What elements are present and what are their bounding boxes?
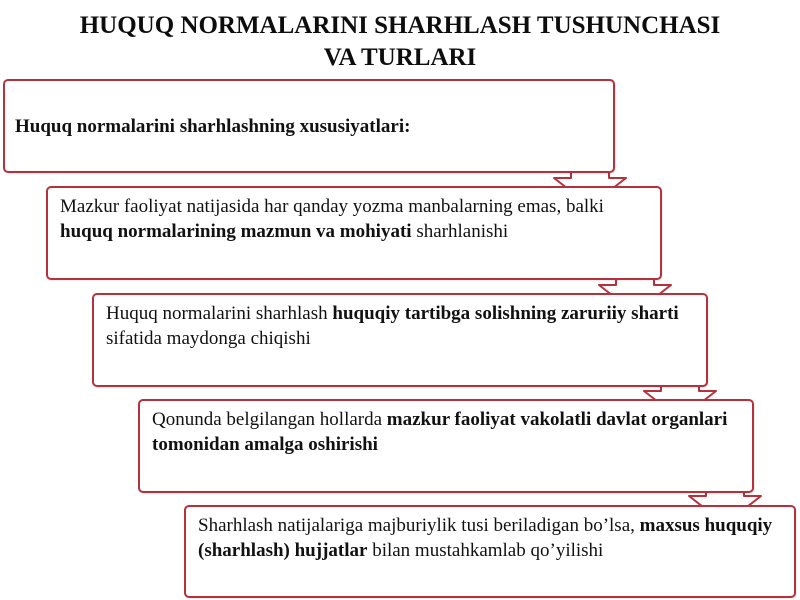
step-text: Mazkur faoliyat natijasida har qanday yozma manbalarning emas, balki — [60, 196, 604, 217]
step-box-heading — [3, 79, 615, 173]
title-line-2: VA TURLARI — [323, 44, 477, 71]
step-text: sharhlanishi — [411, 221, 509, 242]
step-box-3 — [138, 399, 754, 493]
step-text: Qonunda belgilangan hollarda — [152, 409, 387, 430]
step-text-bold: maxsus huquqiy (sharhlash) hujjatlar — [198, 515, 773, 561]
step-heading-text: Huquq normalarini sharhlashning xususiyatlari: — [15, 115, 411, 137]
step-text-bold: mazkur faoliyat vakolatli davlat organlari tomonidan amalga oshirishi — [152, 409, 728, 455]
step-box-1 — [46, 186, 662, 280]
step-text: Huquq normalarini sharhlash — [106, 303, 333, 324]
step-box-4 — [184, 505, 796, 598]
step-text: sifatida maydonga chiqishi — [106, 328, 311, 349]
step-box-2 — [92, 293, 708, 387]
title-line-1: HUQUQ NORMALARINI SHARHLASH TUSHUNCHASI — [79, 12, 721, 39]
step-text-bold: huquqiy tartibga solishning zaruriiy sharti — [332, 303, 679, 324]
step-text-bold: huquq normalarining mazmun va mohiyati — [60, 221, 412, 242]
step-text: bilan mustahkamlab qo’yilishi — [367, 540, 604, 561]
step-text: Sharhlash natijalariga majburiylik tusi beriladigan bo’lsa, — [198, 515, 640, 536]
